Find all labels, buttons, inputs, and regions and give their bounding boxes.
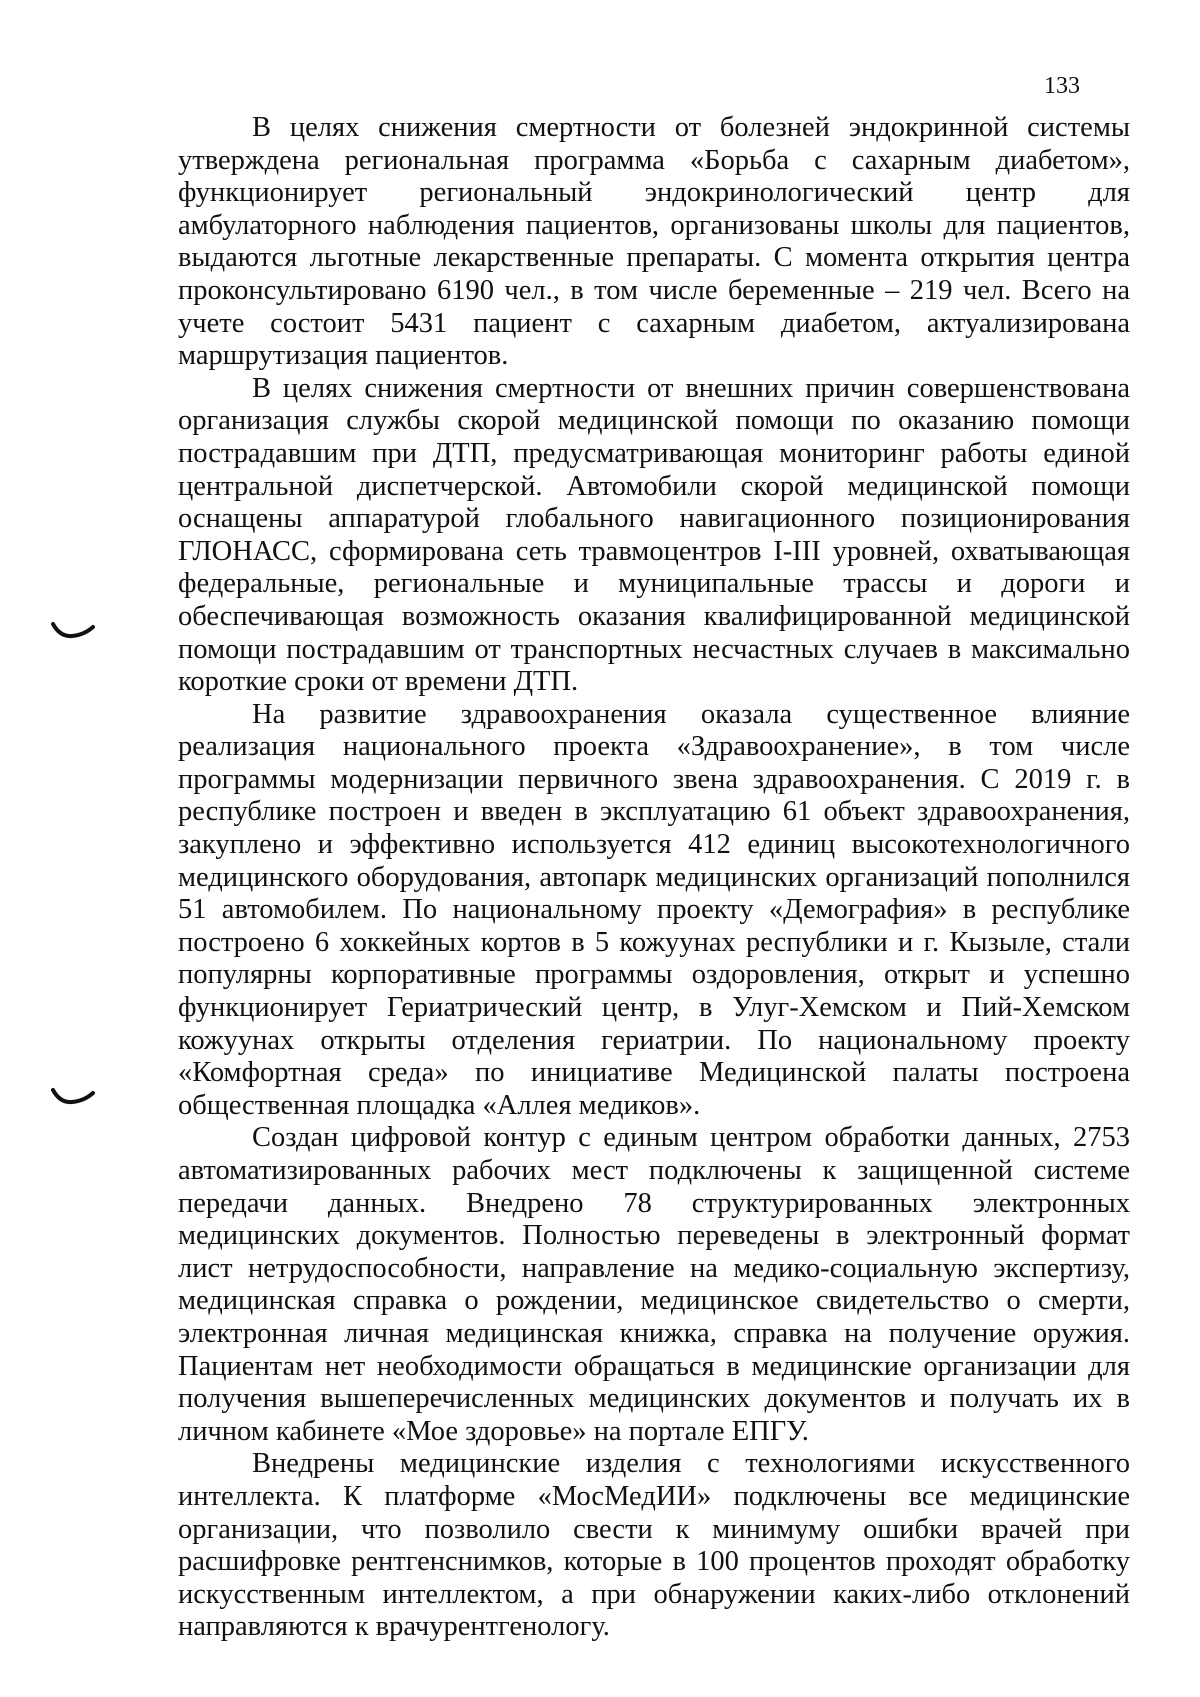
body-text bbox=[178, 112, 1130, 1644]
paragraph-digital-contour: Создан цифровой контур с единым центром обработки данных, 2753 автоматизированных рабочих мест подключены к защищенной системе передачи данных. Внедрено 78 структурированных электронных медицинских документов. Полностью переведены в электронный формат лист нетрудоспособности, направление на медико-социальную экспертизу, медицинская справка о рождении, медицинское свидетельство о смерти, электронная личная медицинская книжка, справка на получение оружия. Пациентам нет необходимости обращаться в медицинские организации для получения вышеперечисленных медицинских документов и получать их в личном кабинете «Мое здоровье» на портале ЕПГУ. bbox=[178, 1122, 1130, 1447]
paragraph-diabetes: В целях снижения смертности от болезней эндокринной системы утверждена региональная программа «Борьба с сахарным диабетом», функционирует региональный эндокринологический центр для амбулаторного наблюдения пациентов, организованы школы для пациентов, выдаются льготные лекарственные препараты. С момента открытия центра проконсультировано 6190 чел., в том числе беременные – 219 чел. Всего на учете состоит 5431 пациент с сахарным диабетом, актуализирована маршрутизация пациентов. bbox=[178, 112, 1130, 372]
paragraph-national-project: На развитие здравоохранения оказала существенное влияние реализация национального проекта «Здравоохранение», в том числе программы модернизации первичного звена здравоохранения. С 2019 г. в республике построен и введен в эксплуатацию 61 объект здравоохранения, закуплено и эффективно используется 412 единиц высокотехнологичного медицинского оборудования, автопарк медицинских организаций пополнился 51 автомобилем. По национальному проекту «Демография» в республике построено 6 хоккейных кортов в 5 кожуунах республики и г. Кызыле, стали популярны корпоративные программы оздоровления, открыт и успешно функционирует Гериатрический центр, в Улуг-Хемском и Пий-Хемском кожуунах открыты отделения гериатрии. По национальному проекту «Комфортная среда» по инициативе Медицинской палаты построена общественная площадка «Аллея медиков». bbox=[178, 698, 1130, 1121]
margin-mark-icon bbox=[50, 1086, 96, 1108]
page-number: 133 bbox=[1044, 73, 1080, 99]
paragraph-artificial-intelligence: Внедрены медицинские изделия с технологиями искусственного интеллекта. К платформе «МосМедИИ» подключены все медицинские организации, что позволило свести к минимуму ошибки врачей при расшифровке рентгенснимков, которые в 100 процентов проходят обработку искусственным интеллектом, а при обнаружении каких-либо отклонений направляются к врачурентгенологу. bbox=[178, 1448, 1130, 1643]
margin-mark-icon bbox=[50, 620, 96, 642]
paragraph-emergency-care: В целях снижения смертности от внешних причин совершенствована организация службы скорой медицинской помощи по оказанию помощи пострадавшим при ДТП, предусматривающая мониторинг работы единой центральной диспетчерской. Автомобили скорой медицинской помощи оснащены аппаратурой глобального навигационного позиционирования ГЛОНАСС, сформирована сеть травмоцентров I-III уровней, охватывающая федеральные, региональные и муниципальные трассы и дороги и обеспечивающая возможность оказания квалифицированной медицинской помощи пострадавшим от транспортных несчастных случаев в максимально короткие сроки от времени ДТП. bbox=[178, 372, 1130, 698]
